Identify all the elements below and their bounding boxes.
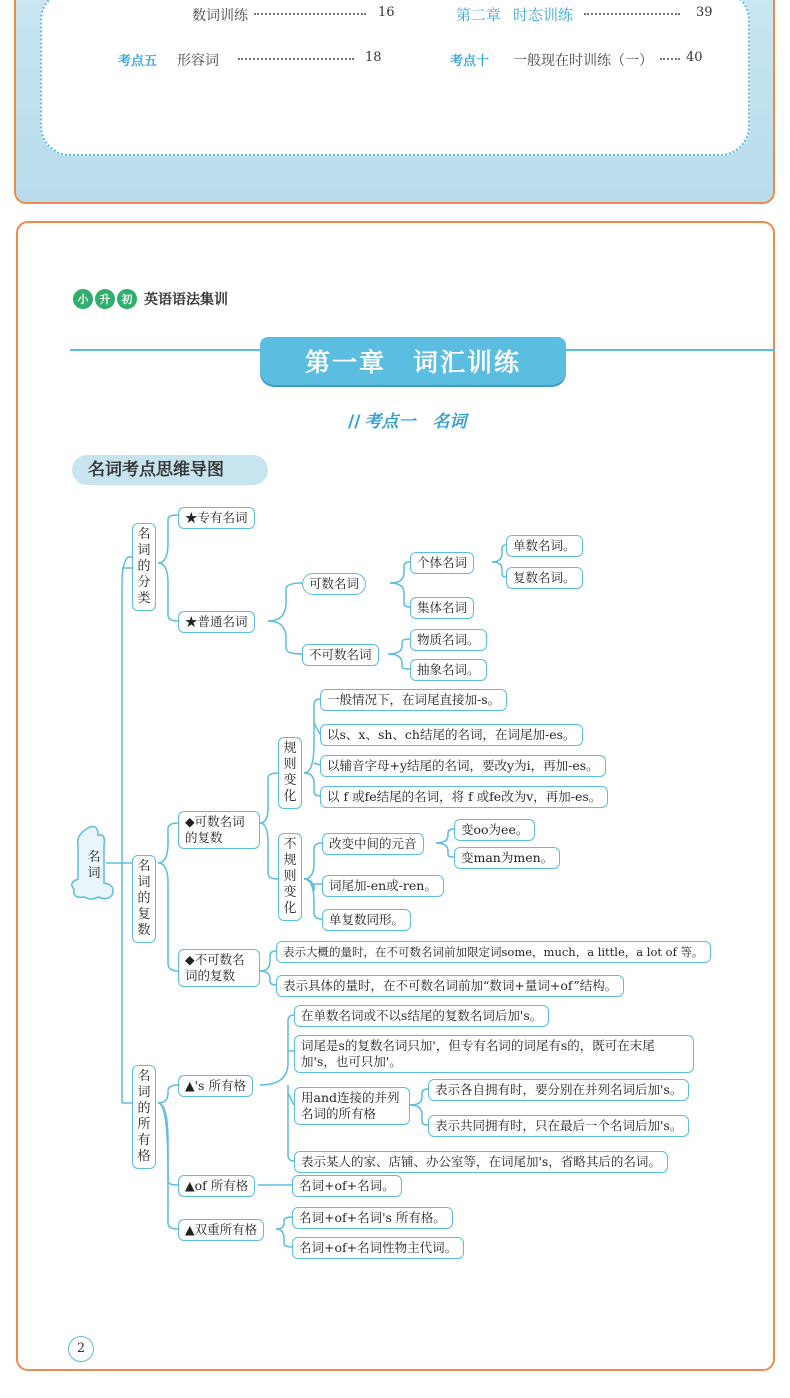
node-common-noun: ★普通名词 xyxy=(178,611,255,633)
rule-irregular-2: 单复数同形。 xyxy=(322,909,411,931)
rule-double-1: 名词+of+名词's 所有格。 xyxy=(292,1207,453,1229)
toc-left-title[interactable]: 数词训练 xyxy=(192,8,248,24)
rule-vowel-2: 变man为men。 xyxy=(454,847,560,869)
pencil-icon: // xyxy=(348,412,361,432)
rule-uncountable-1: 表示大概的量时，在不可数名词前加限定词some，much，a little，a lot of 等。 xyxy=(276,941,711,963)
rule-s-1: 在单数名词或不以s结尾的复数名词后加's。 xyxy=(294,1005,549,1027)
node-abstract-noun: 抽象名词。 xyxy=(410,659,487,681)
node-irregular-change: 不规则变化 xyxy=(278,833,302,921)
rule-vowel-1: 变oo为ee。 xyxy=(454,819,535,841)
toc-leader xyxy=(584,13,680,15)
node-regular-change: 规则变化 xyxy=(278,737,302,809)
toc-left-page: 18 xyxy=(365,50,382,65)
rule-regular-1: 一般情况下，在词尾直接加-s。 xyxy=(320,689,507,711)
node-uncountable-plural: ◆不可数名词的复数 xyxy=(178,949,260,987)
rule-regular-2: 以s、x、sh、ch结尾的名词，在词尾加-es。 xyxy=(320,724,583,746)
section-title: 考点一 名词 xyxy=(364,412,467,432)
toc-left-title[interactable]: 形容词 xyxy=(177,53,219,69)
toc-right-page: 40 xyxy=(686,50,703,65)
node-and-parallel: 用and连接的并列名词的所有格 xyxy=(294,1087,410,1125)
node-s-possessive: ▲'s 所有格 xyxy=(178,1075,253,1097)
branch-possessive: 名词的所有格 xyxy=(132,1065,156,1169)
rule-uncountable-2: 表示具体的量时，在不可数名词前加“数词+量词+of”结构。 xyxy=(276,975,624,997)
branch-classification: 名词的分类 xyxy=(132,523,156,611)
rule-regular-4: 以 f 或fe结尾的名词，将 f 或fe改为v，再加-es。 xyxy=(320,786,608,808)
toc-panel xyxy=(14,0,775,204)
rule-regular-3: 以辅音字母+y结尾的名词，要改y为i，再加-es。 xyxy=(320,755,606,777)
series-badge: 小 xyxy=(73,289,93,309)
toc-right-label[interactable]: 第二章 xyxy=(456,6,502,24)
toc-leader xyxy=(238,58,354,60)
node-uncountable-noun: 不可数名词 xyxy=(302,644,379,666)
rule-of: 名词+of+名词。 xyxy=(292,1175,402,1197)
toc-right-title[interactable]: 时态训练 xyxy=(513,6,574,24)
toc-leader xyxy=(660,58,680,60)
toc-left-page: 16 xyxy=(378,5,395,20)
node-countable-noun: 可数名词 xyxy=(302,573,366,595)
node-countable-plural: ◆可数名词的复数 xyxy=(178,811,260,849)
series-title: 英语语法集训 xyxy=(144,292,228,308)
rule-s-2: 词尾是s的复数名词只加'，但专有名词的词尾有s的，既可在末尾加's，也可只加'。 xyxy=(294,1035,694,1073)
toc-leader xyxy=(254,13,366,15)
series-badge: 升 xyxy=(95,289,115,309)
node-material-noun: 物质名词。 xyxy=(410,629,487,651)
node-individual-noun: 个体名词 xyxy=(410,552,474,574)
branch-plural: 名词的复数 xyxy=(132,855,156,943)
rule-and-2: 表示共同拥有时，只在最后一个名词后加's。 xyxy=(428,1115,689,1137)
toc-card xyxy=(40,0,750,156)
series-badge: 初 xyxy=(117,289,137,309)
rule-place: 表示某人的家、店铺、办公室等，在词尾加's，省略其后的名词。 xyxy=(294,1151,668,1173)
toc-left-label[interactable]: 考点五 xyxy=(118,54,158,69)
node-singular-noun: 单数名词。 xyxy=(506,535,583,557)
node-collective-noun: 集体名词 xyxy=(410,597,474,619)
node-plural-noun: 复数名词。 xyxy=(506,567,583,589)
page-number: 2 xyxy=(68,1336,94,1362)
chapter-title: 第一章 词汇训练 xyxy=(304,348,521,377)
rule-and-1: 表示各自拥有时，要分别在并列名词后加's。 xyxy=(428,1079,689,1101)
mindmap-root: 名词 xyxy=(87,850,101,881)
node-of-possessive: ▲of 所有格 xyxy=(178,1175,255,1197)
rule-double-2: 名词+of+名词性物主代词。 xyxy=(292,1237,464,1259)
rule-irregular-1: 词尾加-en或-ren。 xyxy=(322,875,444,897)
node-double-possessive: ▲双重所有格 xyxy=(178,1219,264,1241)
toc-right-page: 39 xyxy=(696,5,713,20)
node-proper-noun: ★专有名词 xyxy=(178,507,255,529)
textbook-page xyxy=(16,221,775,1371)
toc-right-label[interactable]: 考点十 xyxy=(450,54,490,69)
mindmap-title: 名词考点思维导图 xyxy=(72,455,268,485)
toc-right-title[interactable]: 一般现在时训练（一） xyxy=(513,53,653,69)
node-vowel-change: 改变中间的元音 xyxy=(322,833,424,855)
